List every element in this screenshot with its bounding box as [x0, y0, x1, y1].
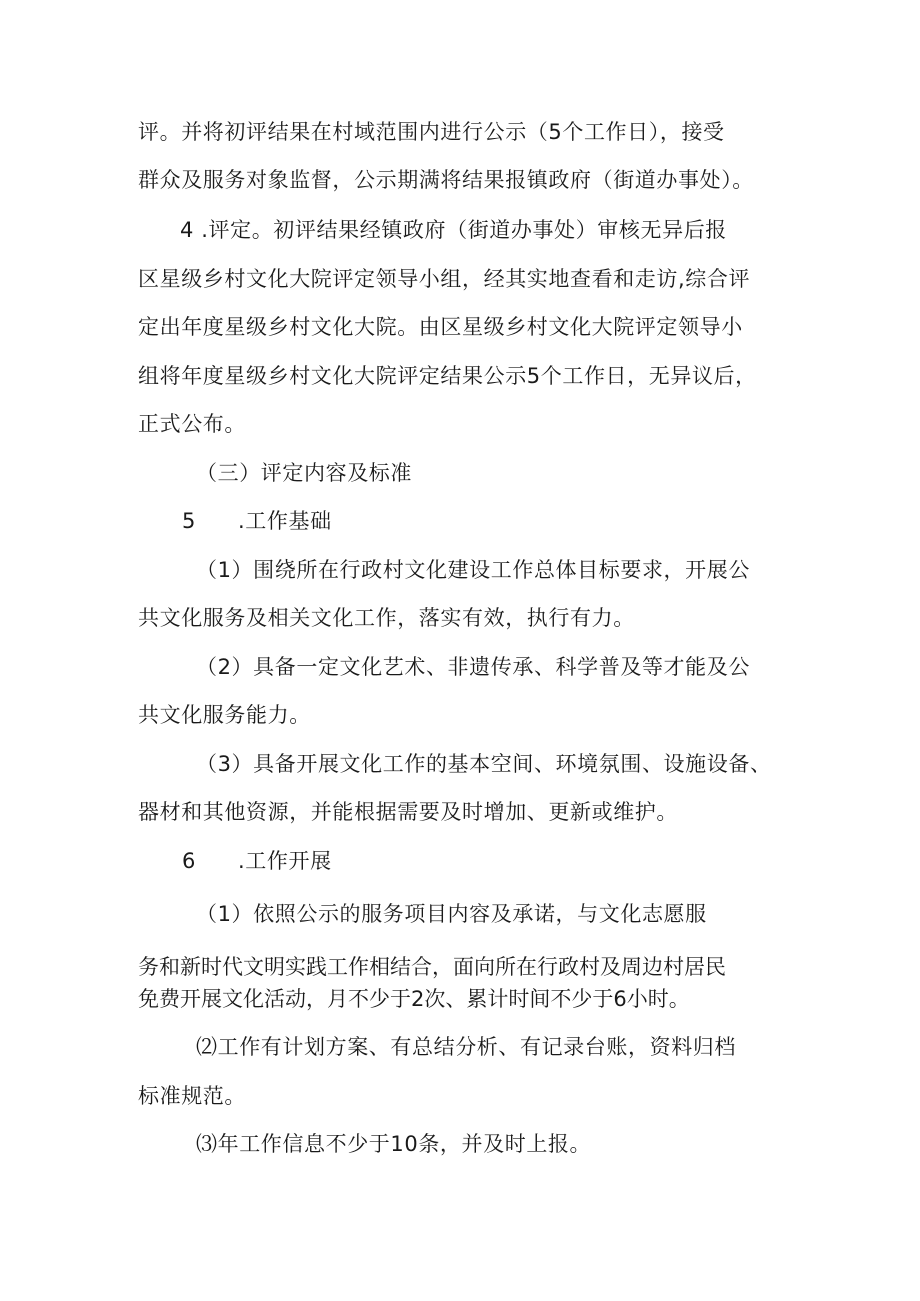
- list-number: 5: [182, 509, 196, 533]
- paragraph-line: 群众及服务对象监督，公示期满将结果报镇政府（街道办事处）。: [138, 168, 754, 192]
- paragraph-line: 务和新时代文明实践工作相结合，面向所在行政村及周边村居民: [138, 955, 726, 979]
- paragraph-line: （1）围绕所在行政村文化建设工作总体目标要求，开展公: [196, 558, 750, 582]
- paragraph-line: 4 .评定。初评结果经镇政府（街道办事处）审核无异后报: [180, 218, 727, 242]
- paragraph-line: 标准规范。: [138, 1084, 246, 1108]
- paragraph-line: （1）依照公示的服务项目内容及承诺，与文化志愿服: [196, 902, 707, 926]
- paragraph-line: （2）具备一定文化艺术、非遗传承、科学普及等才能及公: [196, 655, 750, 679]
- list-heading: .工作基础: [238, 509, 332, 533]
- paragraph-line: 器材和其他资源，并能根据需要及时增加、更新或维护。: [138, 800, 678, 824]
- paragraph-line: 免费开展文化活动，月不少于2次、累计时间不少于6小时。: [138, 987, 690, 1011]
- paragraph-line: 组将年度星级乡村文化大院评定结果公示5个工作日，无异议后，: [138, 364, 757, 388]
- paragraph-line: 区星级乡村文化大院评定领导小组，经其实地查看和走访,综合评: [138, 267, 751, 291]
- list-heading: .工作开展: [238, 849, 332, 873]
- paragraph-line: 评。并将初评结果在村域范围内进行公示（5个工作日），接受: [138, 120, 725, 144]
- paragraph-line: （3）具备开展文化工作的基本空间、环境氛围、设施设备、: [196, 752, 772, 776]
- paragraph-line: 定出年度星级乡村文化大院。由区星级乡村文化大院评定领导小: [138, 315, 743, 339]
- paragraph-line: 共文化服务能力。: [138, 703, 311, 727]
- paragraph-line: ⑶年工作信息不少于10条，并及时上报。: [196, 1132, 592, 1156]
- paragraph-line: 正式公布。: [138, 412, 246, 436]
- paragraph-line: 共文化服务及相关文化工作，落实有效，执行有力。: [138, 606, 635, 630]
- section-heading: （三）评定内容及标准: [196, 461, 412, 485]
- paragraph-line: ⑵工作有计划方案、有总结分析、有记录台账，资料归档: [196, 1035, 736, 1059]
- list-number: 6: [182, 849, 196, 873]
